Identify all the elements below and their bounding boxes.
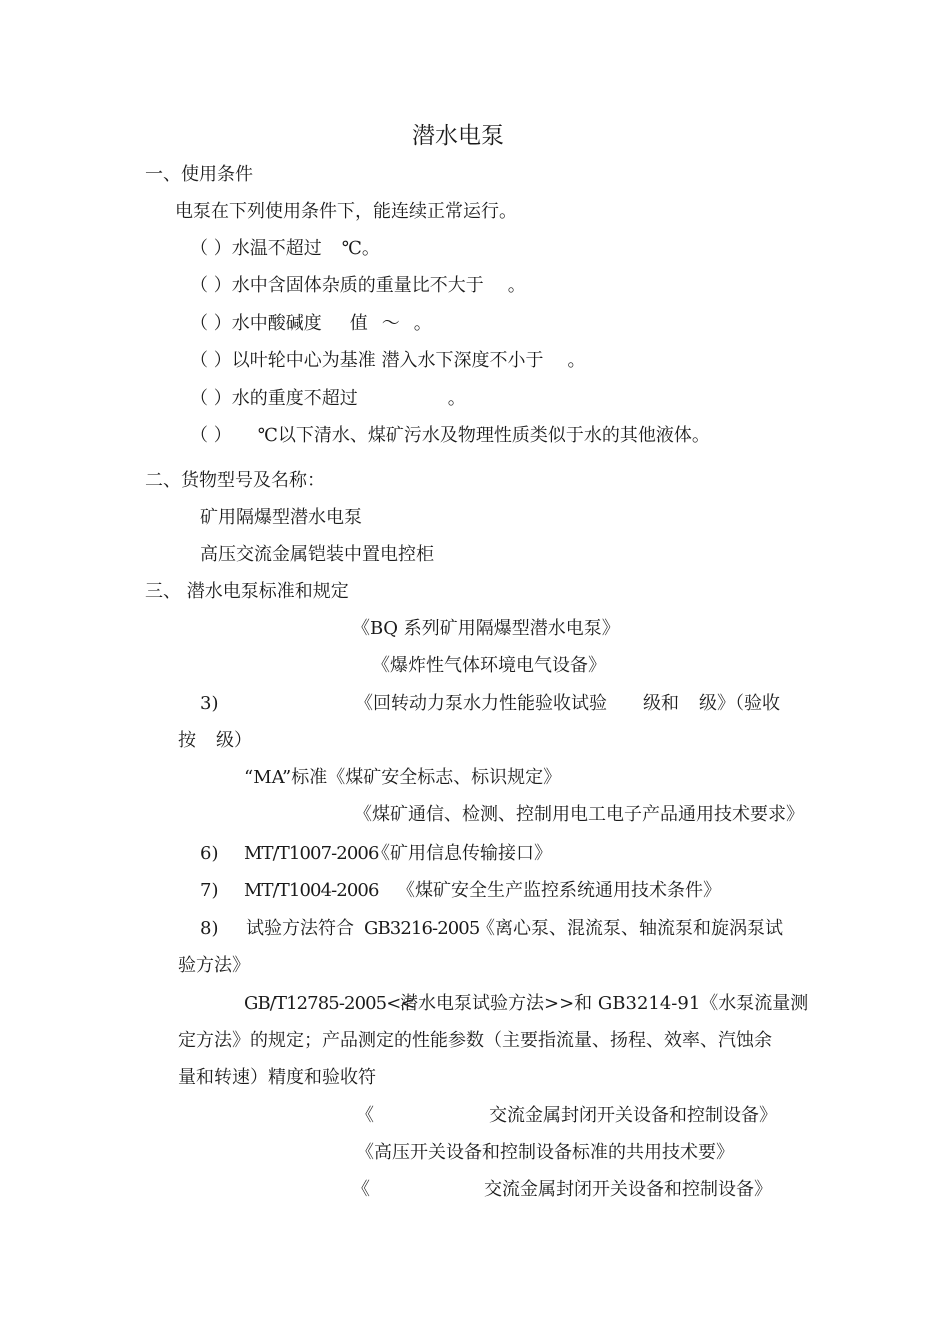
condition-text: （ ）以叶轮中心为基准 潜入水下深度不小于 [190,350,544,371]
condition-item-5 [190,387,466,411]
standard-6-number: 6) [200,843,219,864]
section-1-intro: 电泵在下列使用条件下，能连续正常运行。 [175,201,517,222]
standard-11-open: 《 [352,1179,370,1200]
standard-3-text: 《回转动力泵水力性能验收试验 [355,693,607,714]
paragraph-line-1-code: GB/T12785-2005<< [244,993,415,1014]
section-2-heading: 二、货物型号及名称： [145,470,325,491]
condition-rest: ℃以下清水、煤矿污水及物理性质类似于水的其他液体。 [257,425,710,446]
standard-2: 《爆炸性气体环境电气设备》 [372,655,606,676]
goods-item-2: 高压交流金属铠装中置电控柜 [200,544,434,565]
standard-6-code: MT/T1007-2006 [244,843,379,864]
standard-5: 《煤矿通信、检测、控制用电工电子产品通用技术要求》 [354,804,804,825]
standard-3-continuation [178,729,252,753]
section-1-heading: 一、使用条件 [145,164,253,185]
condition-unit: ℃。 [341,238,380,259]
condition-item-1 [190,237,380,261]
standard-7-text: 《煤矿安全生产监控系统通用技术条件》 [397,880,721,901]
condition-text: （ ）水温不超过 [190,238,322,259]
standard-7-number: 7) [200,880,219,901]
standard-8-prefix: 试验方法符合 [246,918,354,939]
condition-item-6 [190,424,710,448]
standard-3-grade-b: 级》（验收 [699,693,780,714]
condition-range-sep: ～ [381,313,400,334]
page-title: 潜水电泵 [412,123,504,149]
standard-10: 《高压开关设备和控制设备标准的共用技术要》 [356,1142,734,1163]
section-3-heading: 三、 潜水电泵标准和规定 [145,581,349,602]
condition-item-4 [190,349,585,373]
condition-item-2 [190,274,526,298]
paragraph-line-3: 量和转速）精度和验收符 [178,1067,376,1088]
condition-text: （ ）水中酸碱度 [190,313,322,334]
standard-8-text: 《离心泵、混流泵、轴流泵和旋涡泵试 [477,918,783,939]
standard-1: 《BQ 系列矿用隔爆型潜水电泵》 [352,618,620,639]
standard-3-grade-a: 级和 [643,693,679,714]
paragraph-line-1-text: 潜水电泵试验方法>>和 GB3214-91《水泵流量测 [400,993,809,1014]
standard-3 [355,692,780,716]
standard-3-cont-text: 按 [178,730,196,751]
condition-item-3 [190,312,432,336]
standard-11-text: 交流金属封闭开关设备和控制设备》 [484,1179,772,1200]
condition-end: 。 [567,350,586,371]
standard-7-code: MT/T1004-2006 [244,880,379,901]
standard-6-text: 《矿用信息传输接口》 [372,843,552,864]
condition-text: （ ）水的重度不超过 [190,388,358,409]
condition-text: （ ）水中含固体杂质的重量比不大于 [190,275,484,296]
standard-9-text: 交流金属封闭开关设备和控制设备》 [489,1105,777,1126]
condition-end: 。 [413,313,432,334]
condition-unit: 值 [349,313,368,334]
condition-text: （ ） [190,425,232,446]
standard-9-open: 《 [356,1105,374,1126]
condition-end: 。 [447,388,466,409]
condition-unit: 。 [507,275,526,296]
standard-8-continuation: 验方法》 [178,955,250,976]
standard-8-number: 8) [200,918,219,939]
standard-3-cont-grade: 级） [216,730,252,751]
standard-8-code: GB3216-2005 [364,918,480,939]
paragraph-line-2: 定方法》的规定；产品测定的性能参数（主要指流量、扬程、效率、汽蚀余 [178,1030,772,1051]
standard-4: “MA”标准《煤矿安全标志、标识规定》 [244,767,562,788]
goods-item-1: 矿用隔爆型潜水电泵 [200,507,362,528]
standard-3-number: 3) [200,693,219,714]
